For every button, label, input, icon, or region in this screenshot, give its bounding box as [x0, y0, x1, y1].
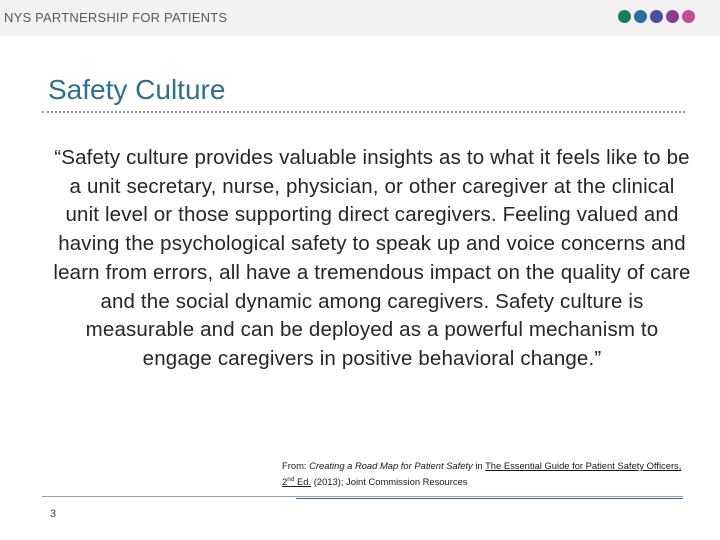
source-citation [282, 458, 692, 490]
brand-dot-3 [650, 10, 663, 23]
organization-name: NYS PARTNERSHIP FOR PATIENTS [4, 10, 228, 25]
brand-dot-1 [618, 10, 631, 23]
footer-divider [42, 496, 683, 497]
citation-book-title: The Essential Guide for Patient Safety Officers, 2nd Ed. [282, 460, 682, 487]
header-band [0, 0, 720, 36]
citation-article-title: Creating a Road Map for Patient Safety [309, 460, 473, 471]
footer-accent-line [296, 498, 683, 499]
brand-dot-2 [634, 10, 647, 23]
citation-suffix: (2013); Joint Commission Resources [311, 476, 468, 487]
citation-in: in [472, 460, 486, 471]
brand-dot-4 [666, 10, 679, 23]
safety-culture-quote: “Safety culture provides valuable insights as to what it feels like to be a unit secretary, nurse, physician, or other caregiver at the clinical unit level or those supporting direct caregivers. Feeling valued and having the psychological safety to speak up and voice concerns and learn from errors, all have a tremendous impact on the quality of care and the social dynamic among caregivers. Safety culture is measurable and can be deployed as a powerful mechanism to engage caregivers in positive behavioral change.” [53, 146, 691, 370]
citation-prefix: From: [282, 460, 310, 471]
page-number: 3 [50, 508, 57, 520]
slide-title: Safety Culture [48, 74, 226, 105]
brand-dot-5 [682, 10, 695, 23]
title-divider [42, 111, 685, 113]
